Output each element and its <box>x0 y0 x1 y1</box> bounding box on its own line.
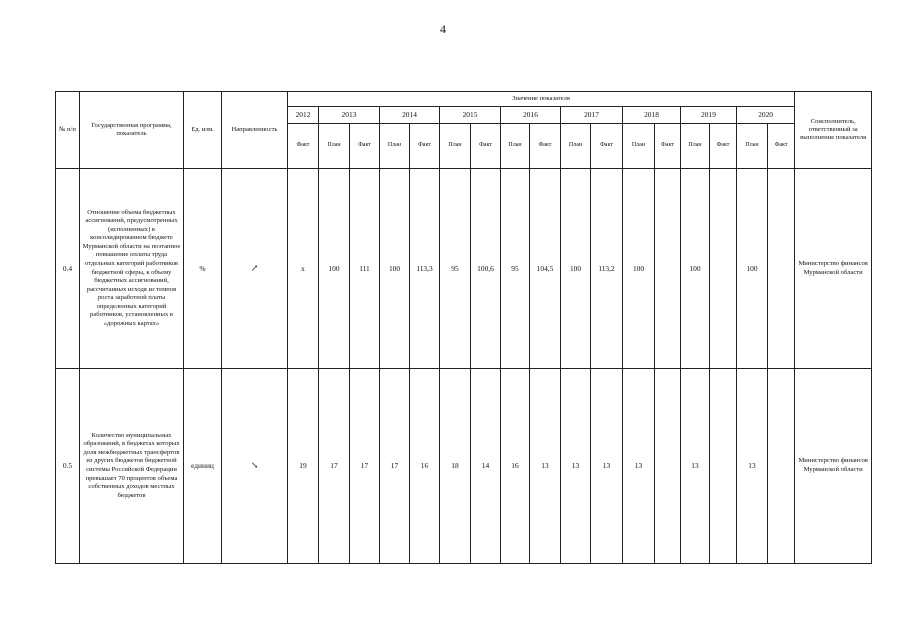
value-cell: 100 <box>380 169 410 369</box>
arrow-up-right-icon: ↗ <box>222 169 288 369</box>
year-2015: 2015 <box>440 107 501 124</box>
value-cell <box>655 169 681 369</box>
value-cell: x <box>288 169 319 369</box>
value-cell: 100 <box>319 169 350 369</box>
value-cell: 16 <box>501 369 530 564</box>
table-row <box>56 369 872 564</box>
value-cell: 100,6 <box>471 169 501 369</box>
value-cell: 17 <box>350 369 380 564</box>
value-cell: 113,2 <box>591 169 623 369</box>
subheader-plan: План <box>380 124 410 169</box>
subheader-fact: Факт <box>768 124 795 169</box>
value-cell <box>710 169 737 369</box>
row-num: 0.5 <box>56 369 80 564</box>
value-cell: 111 <box>350 169 380 369</box>
year-2017: 2017 <box>561 107 623 124</box>
header-values-group: Значение показателя <box>288 92 795 107</box>
subheader-fact: Факт <box>350 124 380 169</box>
value-cell: 18 <box>440 369 471 564</box>
subheader-fact: Факт <box>410 124 440 169</box>
subheader-plan: План <box>737 124 768 169</box>
value-cell: 113,3 <box>410 169 440 369</box>
year-2014: 2014 <box>380 107 440 124</box>
subheader-plan: План <box>319 124 350 169</box>
value-cell: 104,5 <box>530 169 561 369</box>
subheader-plan: План <box>623 124 655 169</box>
header-executor: Соисполнитель, ответственный за выполнение показателя <box>795 92 872 169</box>
subheader-fact: Факт <box>710 124 737 169</box>
row-indicator-name: Количество муниципальных образований, в бюджетах которых доля межбюджетных трансфертов из других бюджетов бюджетной системы Российской Федерации превышает 70 процентов объема собственных доходов местных бюджетов <box>80 369 184 564</box>
value-cell: 13 <box>623 369 655 564</box>
year-2012: 2012 <box>288 107 319 124</box>
row-indicator-name: Отношение объема бюджетных ассигнований, предусмотренных (исполненных) в консолидированном бюджете Мурманской области на поэтапное повышение оплаты труда отдельных категорий работников бюджетной сферы, к объему бюджетных ассигнований, рассчитанных исходя из темпов роста заработной платы определенных категорий работников, установленных в «дорожных картах» <box>80 169 184 369</box>
subheader-plan: План <box>561 124 591 169</box>
value-cell: 13 <box>591 369 623 564</box>
row-unit: единиц <box>184 369 222 564</box>
header-num: № п/п <box>56 92 80 169</box>
subheader-fact: Факт <box>591 124 623 169</box>
value-cell: 100 <box>561 169 591 369</box>
subheader-plan: План <box>440 124 471 169</box>
row-unit: % <box>184 169 222 369</box>
value-cell: 13 <box>530 369 561 564</box>
subheader-fact: Факт <box>471 124 501 169</box>
header-unit: Ед. изм. <box>184 92 222 169</box>
value-cell: 16 <box>410 369 440 564</box>
subheader-fact: Факт <box>288 124 319 169</box>
year-2020: 2020 <box>737 107 795 124</box>
value-cell: 95 <box>501 169 530 369</box>
value-cell: 100 <box>737 169 768 369</box>
value-cell: 14 <box>471 369 501 564</box>
year-2019: 2019 <box>681 107 737 124</box>
value-cell: 100 <box>623 169 655 369</box>
value-cell: 100 <box>681 169 710 369</box>
table-row <box>56 169 872 369</box>
value-cell <box>710 369 737 564</box>
subheader-plan: План <box>681 124 710 169</box>
value-cell: 17 <box>319 369 350 564</box>
value-cell: 17 <box>380 369 410 564</box>
value-cell: 13 <box>561 369 591 564</box>
value-cell <box>768 369 795 564</box>
arrow-down-right-icon: ↘ <box>222 369 288 564</box>
row-num: 0.4 <box>56 169 80 369</box>
header-program: Государственная программа, показатель <box>80 92 184 169</box>
value-cell <box>655 369 681 564</box>
value-cell <box>768 169 795 369</box>
year-2018: 2018 <box>623 107 681 124</box>
value-cell: 13 <box>681 369 710 564</box>
header-direction: Направленность <box>222 92 288 169</box>
row-executor: Министерство финансов Мурманской области <box>795 169 872 369</box>
value-cell: 13 <box>737 369 768 564</box>
value-cell: 95 <box>440 169 471 369</box>
indicators-table <box>55 91 872 564</box>
subheader-fact: Факт <box>530 124 561 169</box>
value-cell: 19 <box>288 369 319 564</box>
year-2016: 2016 <box>501 107 561 124</box>
year-2013: 2013 <box>319 107 380 124</box>
page-number: 4 <box>440 22 446 36</box>
subheader-fact: Факт <box>655 124 681 169</box>
subheader-plan: План <box>501 124 530 169</box>
row-executor: Министерство финансов Мурманской области <box>795 369 872 564</box>
